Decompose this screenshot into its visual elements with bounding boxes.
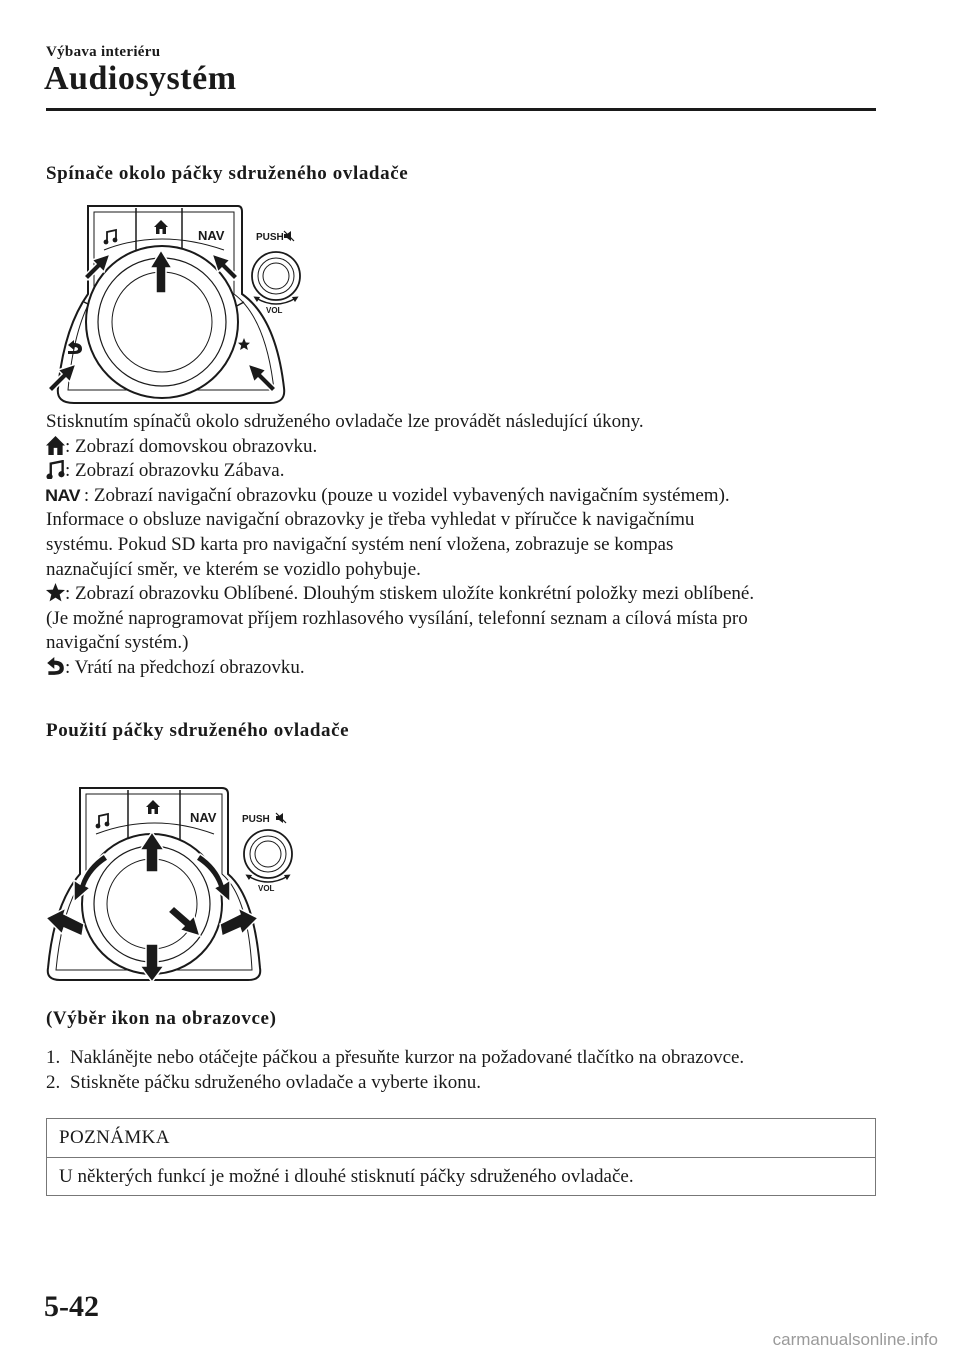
section1-text [46, 410, 876, 681]
music-icon [46, 460, 65, 479]
note-text: U některých funkcí je možné i dlouhé stisknutí páčky sdruženého ovladače. [59, 1166, 634, 1187]
nav-button-label: NAV [198, 228, 225, 243]
commander-switches-diagram [44, 198, 334, 408]
page-title: Audiosystém [44, 60, 237, 97]
vol-label: VOL [266, 306, 283, 315]
nav-item: NAV : Zobrazí navigační obrazovku (pouze u vozidel vybavených navigačním systémem). [46, 484, 876, 509]
subheading-select-icons: (Výběr ikon na obrazovce) [46, 1008, 277, 1029]
page-number: 5-42 [44, 1290, 99, 1323]
note-box [46, 1118, 876, 1196]
section-heading-lever: Použití páčky sdruženého ovladače [46, 720, 350, 741]
nav-note-line-2: systému. Pokud SD karta pro navigační systém není vložena, zobrazuje se kompas [46, 533, 674, 555]
commander-knob-diagram [44, 784, 304, 984]
favorites-item: : Zobrazí obrazovku Oblíbené. Dlouhým stiskem uložíte konkrétní položky mezi oblíbené. [46, 582, 876, 607]
vol-label: VOL [258, 884, 275, 893]
section-heading-switches: Spínače okolo páčky sdruženého ovladače [46, 163, 409, 184]
music-item: : Zobrazí obrazovku Zábava. [46, 459, 876, 484]
push-label: PUSH [242, 814, 270, 825]
mute-icon [284, 231, 294, 241]
section-label: Výbava interiéru [46, 44, 161, 60]
fav-note-line-2: navigační systém.) [46, 632, 189, 654]
mute-icon [276, 813, 286, 823]
back-item: : Vrátí na předchozí obrazovku. [46, 656, 876, 681]
note-heading: POZNÁMKA [47, 1119, 875, 1158]
back-icon [46, 657, 65, 676]
step-2: 2. Stiskněte páčku sdruženého ovladače a vyberte ikonu. [46, 1071, 481, 1093]
title-divider [46, 108, 876, 111]
intro-text: Stisknutím spínačů okolo sdruženého ovladače lze provádět následující úkony. [46, 411, 644, 432]
step-1: 1. Naklánějte nebo otáčejte páčkou a přesuňte kurzor na požadované tlačítko na obrazovce. [46, 1047, 745, 1068]
nav-note-line-1: Informace o obsluze navigační obrazovky je třeba vyhledat v příručce k navigačnímu [46, 509, 695, 531]
watermark: carmanualsonline.info [772, 1330, 938, 1349]
nav-note-line-3: naznačující směr, ve kterém se vozidlo pohybuje. [46, 558, 421, 580]
home-icon [46, 436, 65, 455]
star-icon [46, 583, 65, 602]
home-item: : Zobrazí domovskou obrazovku. [46, 435, 876, 460]
nav-button-label: NAV [190, 810, 217, 825]
fav-note-line-1: (Je možné naprogramovat příjem rozhlasového vysílání, telefonní seznam a cílová místa pro [46, 607, 748, 629]
steps-list [46, 1046, 876, 1095]
push-label: PUSH [256, 232, 284, 243]
nav-icon: NAV [45, 485, 80, 505]
